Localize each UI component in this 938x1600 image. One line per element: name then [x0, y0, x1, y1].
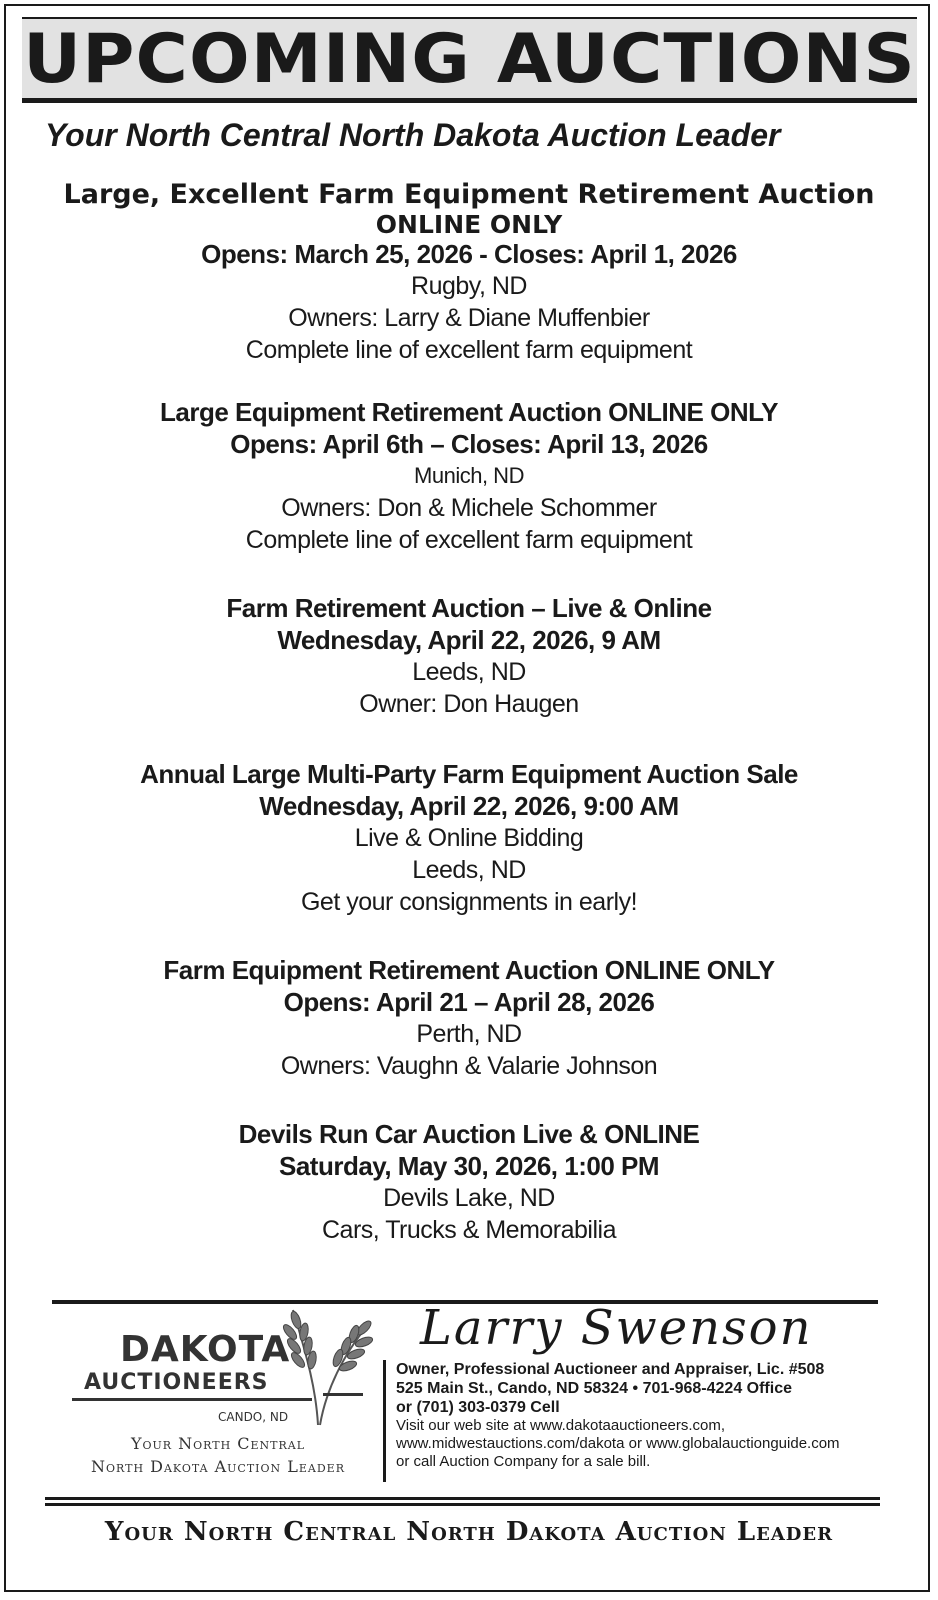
auction-title: Large Equipment Retirement Auction ONLINE ONLY [160, 397, 778, 427]
auction-date: Wednesday, April 22, 2026, 9:00 AM [259, 791, 679, 821]
auction-detail: Owners: Don & Michele Schommer [281, 494, 657, 522]
auction-subtitle: ONLINE ONLY [375, 210, 563, 239]
header-banner [22, 17, 917, 103]
contact-line: Visit our web site at www.dakotaauctioneers.com, [396, 1417, 726, 1434]
auction-date: Saturday, May 30, 2026, 1:00 PM [279, 1151, 659, 1181]
auction-date: Opens: April 6th – Closes: April 13, 2026 [230, 429, 708, 459]
logo-underline [72, 1398, 312, 1401]
contact-info [396, 1360, 840, 1471]
auction-item [0, 178, 938, 366]
auction-title: Large, Excellent Farm Equipment Retirement Auction [63, 179, 875, 210]
auctioneer-name: Larry Swenson [420, 1300, 813, 1356]
auction-date: Opens: April 21 – April 28, 2026 [283, 987, 655, 1017]
auction-item [0, 758, 938, 918]
contact-line: or call Auction Company for a sale bill. [396, 1453, 651, 1470]
auction-title: Farm Retirement Auction – Live & Online [226, 593, 712, 623]
auction-detail: Owners: Larry & Diane Muffenbier [288, 304, 650, 332]
auction-title: Farm Equipment Retirement Auction ONLINE ONLY [163, 955, 775, 985]
header-tagline: Your North Central North Dakota Auction Leader [45, 117, 781, 153]
auction-detail: Complete line of excellent farm equipment [245, 526, 693, 554]
banner-title: UPCOMING AUCTIONS [23, 20, 916, 99]
auction-detail: Get your consignments in early! [300, 888, 638, 916]
contact-line: 525 Main St., Cando, ND 58324 • 701-968-4224 Office [396, 1380, 792, 1397]
auction-date: Opens: March 25, 2026 - Closes: April 1, 2026 [201, 239, 737, 269]
auction-detail: Leeds, ND [412, 856, 526, 884]
auction-list [0, 178, 938, 1276]
auction-detail: Cars, Trucks & Memorabilia [321, 1216, 617, 1244]
logo-city: CANDO, ND [218, 1410, 289, 1424]
auction-date: Wednesday, April 22, 2026, 9 AM [277, 625, 661, 655]
logo-tagline: Your North Central [130, 1434, 306, 1453]
divider [383, 1360, 386, 1482]
auction-detail: Owner: Don Haugen [359, 690, 579, 718]
logo-tagline: North Dakota Auction Leader [91, 1457, 345, 1476]
logo-word-dakota: DAKOTA [120, 1329, 291, 1370]
auction-detail: Leeds, ND [412, 658, 526, 686]
auction-title: Devils Run Car Auction Live & ONLINE [238, 1119, 700, 1149]
company-logo [68, 1300, 368, 1485]
divider [45, 1503, 880, 1506]
auction-item [0, 954, 938, 1082]
auction-detail: Complete line of excellent farm equipment [245, 336, 693, 364]
logo-word-auctioneers: AUCTIONEERS [84, 1370, 269, 1395]
auction-detail: Munich, ND [414, 463, 524, 488]
contact-line: www.midwestauctions.com/dakota or www.globalauctionguide.com [396, 1435, 840, 1452]
contact-line: Owner, Professional Auctioneer and Appraiser, Lic. #508 [396, 1361, 825, 1378]
auction-detail: Owners: Vaughn & Valarie Johnson [280, 1052, 658, 1080]
auction-detail: Perth, ND [416, 1020, 522, 1048]
auction-item [0, 396, 938, 556]
footer-tagline: Your North Central North Dakota Auction Leader [104, 1517, 834, 1547]
contact-line: or (701) 303-0379 Cell [396, 1399, 560, 1416]
auction-title: Annual Large Multi-Party Farm Equipment Auction Sale [140, 759, 798, 789]
auction-detail: Live & Online Bidding [354, 824, 584, 852]
divider [45, 1497, 880, 1500]
auction-detail: Devils Lake, ND [383, 1184, 555, 1212]
logo-underline [323, 1393, 363, 1396]
auction-item [0, 1118, 938, 1246]
auction-item [0, 592, 938, 720]
auction-detail: Rugby, ND [411, 272, 527, 300]
